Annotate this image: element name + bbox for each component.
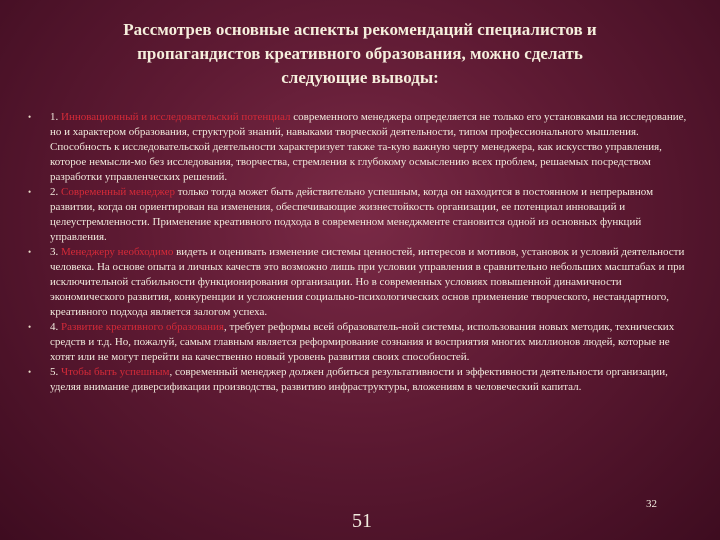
item-text: только тогда может быть действительно успешным, когда он находится в постоянном и непрерывном развитии, когда он ориентирован на изменения, обеспечивающие жизнестойкость организации, ее потенциал инноваций и целеустремленности. Применение креативного подхода в современном менеджменте становится одной из основных функций управления. — [50, 186, 654, 243]
item-highlight: Инновационный и исследовательский потенциал — [61, 111, 291, 123]
item-number: 2. — [50, 186, 61, 198]
bullet-icon: • — [28, 322, 32, 332]
item-highlight: Развитие креативного образования — [61, 321, 224, 333]
bullet-icon: • — [28, 112, 32, 122]
list-item — [24, 245, 696, 320]
item-number: 5. — [50, 366, 61, 378]
list-item — [24, 320, 696, 365]
list-item — [24, 110, 696, 185]
item-number: 1. — [50, 111, 61, 123]
item-text: видеть и оценивать изменение системы ценностей, интересов и мотивов, установок и условий деятельности человека. На основе опыта и личных качеств это возможно лишь при условии управления в сравнительно небольших масштабах и при исключительной стабильности функционирования организации. Но в современных условиях повышенной динамичности экономического развития, конкуренции и усложнения социально-психологических основ применение творческого, нестандартного, креативного подхода является залогом успеха. — [50, 246, 685, 318]
item-highlight: Менеджеру необходимо — [61, 246, 174, 258]
slide-title: Рассмотрев основные аспекты рекомендаций специалистов и пропагандистов креативного образования, можно сделать следующие выводы: — [123, 20, 597, 87]
list-item — [24, 365, 696, 395]
item-text: , современный менеджер должен добиться результативности и эффективности деятельности организации, уделяя внимание диверсификации производства, развитию инфраструктуры, вложениям в человеческий капитал. — [50, 366, 668, 393]
conclusions-list — [24, 110, 696, 395]
item-text: современного менеджера определяется не только его установками на исследование, но и характером образования, структурой знаний, навыками творческой деятельности, типом профессионального мышления. Способность к исследовательской деятельности характеризует также та-кую важную черту менеджера, как искусство управления, которое немысли-мо без исследования, творчества, стремления к глубокому осмыслению всех проблем, решаемых посредством разработки управленческих решений. — [50, 111, 687, 183]
item-text: , требует реформы всей образователь-ной системы, использования новых методик, технических средств и т.д. Но, пожалуй, самым главным является реформирование сознания и восприятия многих миллионов людей, которые не хотят или не могут перейти на качественно новый уровень развития своих способностей. — [50, 321, 675, 363]
bullet-icon: • — [28, 367, 32, 377]
item-highlight: Современный менеджер — [61, 186, 175, 198]
item-number: 4. — [50, 321, 61, 333]
page-number: 51 — [352, 510, 372, 532]
bullet-icon: • — [28, 247, 32, 257]
item-highlight: Чтобы быть успешным — [61, 366, 170, 378]
bullet-icon: • — [28, 187, 32, 197]
item-number: 3. — [50, 246, 61, 258]
slide-number: 32 — [646, 498, 657, 510]
list-item — [24, 185, 696, 245]
